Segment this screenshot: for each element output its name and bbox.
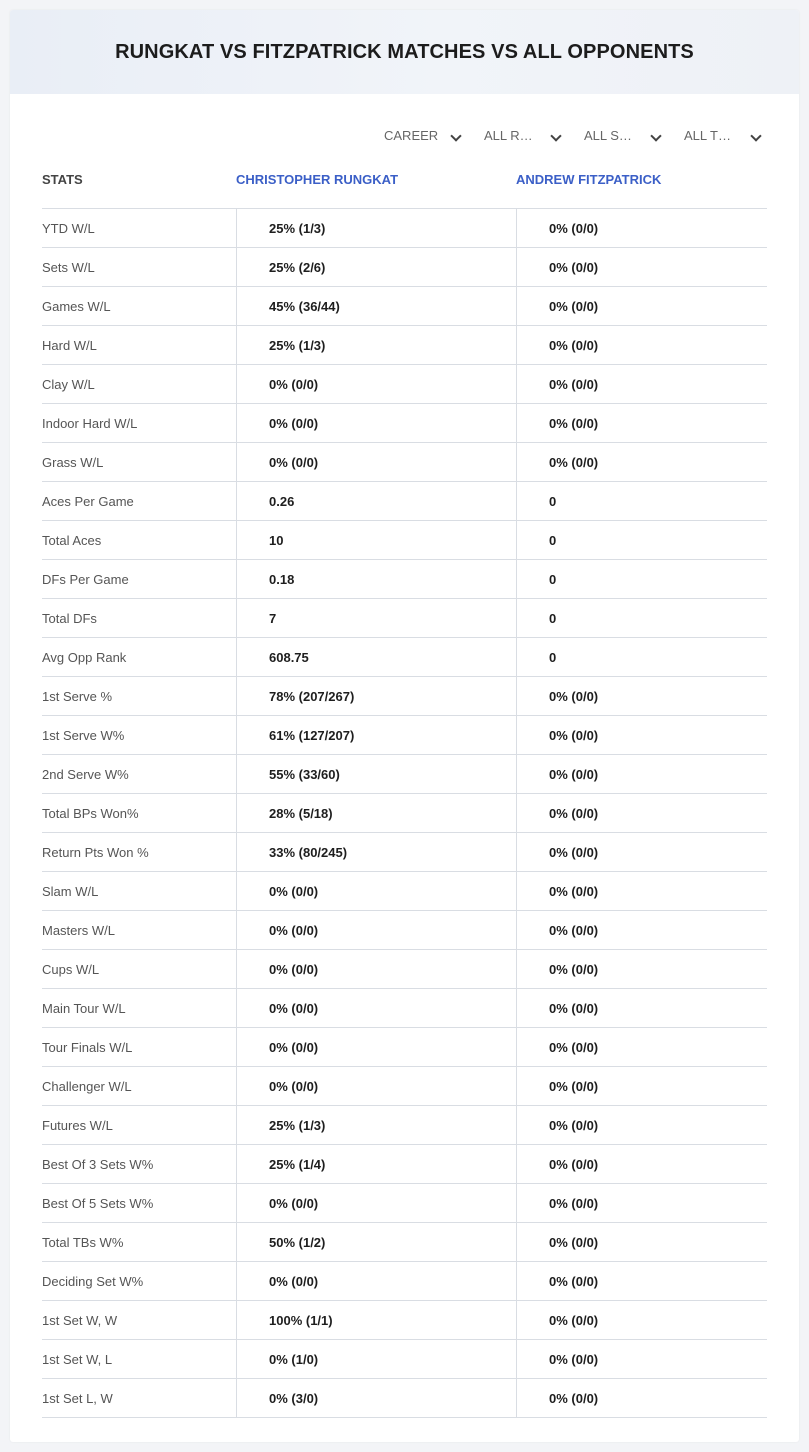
- player1-value: 78% (207/267): [236, 677, 516, 715]
- table-row: [42, 1340, 767, 1379]
- stat-label: Tour Finals W/L: [42, 1040, 133, 1055]
- player2-value: 0% (0/0): [516, 365, 767, 403]
- player1-value: 28% (5/18): [236, 794, 516, 832]
- stat-label: Hard W/L: [42, 338, 97, 353]
- stat-label: 1st Set W, L: [42, 1352, 113, 1367]
- player1-value: 0% (0/0): [236, 404, 516, 442]
- stat-label: Total DFs: [42, 611, 97, 626]
- table-row: [42, 1223, 767, 1262]
- chevron-down-icon: [750, 130, 761, 141]
- player1-value: 0% (0/0): [236, 989, 516, 1027]
- table-row: [42, 248, 767, 287]
- table-row: [42, 716, 767, 755]
- player2-value: 0: [516, 599, 767, 637]
- stats-table: [42, 165, 767, 1418]
- stat-label: Return Pts Won %: [42, 845, 149, 860]
- player1-value: 0% (3/0): [236, 1379, 516, 1417]
- player1-value: 33% (80/245): [236, 833, 516, 871]
- player2-value: 0% (0/0): [516, 1028, 767, 1066]
- card-header: [10, 10, 799, 94]
- player2-value: 0% (0/0): [516, 950, 767, 988]
- player1-value: 0% (0/0): [236, 1184, 516, 1222]
- stats-card: [10, 10, 799, 1442]
- table-row: [42, 755, 767, 794]
- surface-filter-dropdown[interactable]: [572, 124, 672, 148]
- round-filter-dropdown[interactable]: [472, 124, 572, 148]
- table-row: [42, 1379, 767, 1418]
- player1-value: 0% (0/0): [236, 911, 516, 949]
- stat-label: Best Of 3 Sets W%: [42, 1157, 154, 1172]
- player1-column-header[interactable]: CHRISTOPHER RUNGKAT: [236, 172, 399, 187]
- player2-value: 0% (0/0): [516, 989, 767, 1027]
- player1-value: 0% (1/0): [236, 1340, 516, 1378]
- chevron-down-icon: [650, 130, 661, 141]
- player2-value: 0% (0/0): [516, 1145, 767, 1183]
- player2-value: 0% (0/0): [516, 248, 767, 286]
- stat-label: Avg Opp Rank: [42, 650, 127, 665]
- round-filter-label: ALL R…: [484, 128, 533, 143]
- stat-label: Indoor Hard W/L: [42, 416, 138, 431]
- table-row: [42, 599, 767, 638]
- stat-label: Clay W/L: [42, 377, 95, 392]
- table-row: [42, 482, 767, 521]
- player2-value: 0% (0/0): [516, 1301, 767, 1339]
- player2-value: 0% (0/0): [516, 209, 767, 247]
- table-row: [42, 794, 767, 833]
- tournament-filter-dropdown[interactable]: [672, 124, 772, 148]
- table-row: [42, 365, 767, 404]
- stat-label: Best Of 5 Sets W%: [42, 1196, 154, 1211]
- table-row: [42, 1067, 767, 1106]
- player2-value: 0% (0/0): [516, 326, 767, 364]
- table-row: [42, 287, 767, 326]
- player1-value: 10: [236, 521, 516, 559]
- player1-value: 7: [236, 599, 516, 637]
- player1-value: 608.75: [236, 638, 516, 676]
- tournament-filter-label: ALL T…: [684, 128, 731, 143]
- player1-value: 0% (0/0): [236, 950, 516, 988]
- player2-value: 0% (0/0): [516, 716, 767, 754]
- player2-value: 0% (0/0): [516, 677, 767, 715]
- chevron-down-icon: [450, 130, 461, 141]
- player2-value: 0% (0/0): [516, 443, 767, 481]
- player1-value: 0% (0/0): [236, 1067, 516, 1105]
- table-row: [42, 677, 767, 716]
- stat-label: 1st Set W, W: [42, 1313, 118, 1328]
- table-row: [42, 521, 767, 560]
- page-title: RUNGKAT VS FITZPATRICK MATCHES VS ALL OPPONENTS: [115, 40, 694, 63]
- player2-value: 0: [516, 521, 767, 559]
- player1-value: 0% (0/0): [236, 1262, 516, 1300]
- player2-value: 0: [516, 638, 767, 676]
- table-row: [42, 833, 767, 872]
- stat-label: Total TBs W%: [42, 1235, 124, 1250]
- player1-value: 25% (2/6): [236, 248, 516, 286]
- stats-column-header: STATS: [42, 172, 83, 187]
- table-row: [42, 326, 767, 365]
- player1-value: 25% (1/3): [236, 1106, 516, 1144]
- table-row: [42, 1184, 767, 1223]
- table-row: [42, 1028, 767, 1067]
- table-row: [42, 989, 767, 1028]
- table-row: [42, 950, 767, 989]
- player2-value: 0% (0/0): [516, 794, 767, 832]
- player1-value: 0% (0/0): [236, 1028, 516, 1066]
- player2-value: 0% (0/0): [516, 1067, 767, 1105]
- stat-label: Deciding Set W%: [42, 1274, 144, 1289]
- player1-value: 0.18: [236, 560, 516, 598]
- surface-filter-label: ALL S…: [584, 128, 632, 143]
- table-row: [42, 209, 767, 248]
- player2-value: 0% (0/0): [516, 1262, 767, 1300]
- table-body: [42, 209, 767, 1418]
- stat-label: YTD W/L: [42, 221, 95, 236]
- stat-label: Main Tour W/L: [42, 1001, 126, 1016]
- stat-label: 1st Set L, W: [42, 1391, 113, 1406]
- player2-value: 0% (0/0): [516, 755, 767, 793]
- table-row: [42, 872, 767, 911]
- player1-value: 25% (1/3): [236, 209, 516, 247]
- player2-value: 0% (0/0): [516, 1106, 767, 1144]
- player1-value: 61% (127/207): [236, 716, 516, 754]
- player2-value: 0% (0/0): [516, 911, 767, 949]
- player1-value: 25% (1/3): [236, 326, 516, 364]
- table-row: [42, 638, 767, 677]
- stat-label: 1st Serve W%: [42, 728, 125, 743]
- table-header: [42, 165, 767, 209]
- player2-value: 0% (0/0): [516, 1223, 767, 1261]
- stat-label: DFs Per Game: [42, 572, 129, 587]
- table-row: [42, 404, 767, 443]
- player2-value: 0: [516, 482, 767, 520]
- table-row: [42, 1106, 767, 1145]
- table-row: [42, 560, 767, 599]
- chevron-down-icon: [550, 130, 561, 141]
- filter-bar: [372, 124, 772, 148]
- player2-value: 0% (0/0): [516, 287, 767, 325]
- player2-value: 0% (0/0): [516, 872, 767, 910]
- player2-value: 0% (0/0): [516, 404, 767, 442]
- player2-value: 0% (0/0): [516, 1340, 767, 1378]
- stat-label: Masters W/L: [42, 923, 115, 938]
- stat-label: Futures W/L: [42, 1118, 113, 1133]
- player1-value: 0% (0/0): [236, 365, 516, 403]
- stat-label: Challenger W/L: [42, 1079, 132, 1094]
- player2-column-header[interactable]: ANDREW FITZPATRICK: [516, 172, 662, 187]
- stat-label: 2nd Serve W%: [42, 767, 129, 782]
- stat-label: 1st Serve %: [42, 689, 113, 704]
- stat-label: Games W/L: [42, 299, 111, 314]
- table-row: [42, 1145, 767, 1184]
- player1-value: 45% (36/44): [236, 287, 516, 325]
- table-row: [42, 911, 767, 950]
- table-row: [42, 1262, 767, 1301]
- stat-label: Total BPs Won%: [42, 806, 139, 821]
- period-filter-label: CAREER: [384, 128, 439, 143]
- player1-value: 0% (0/0): [236, 872, 516, 910]
- player2-value: 0% (0/0): [516, 1379, 767, 1417]
- period-filter-dropdown[interactable]: [372, 124, 472, 148]
- stat-label: Total Aces: [42, 533, 102, 548]
- player1-value: 50% (1/2): [236, 1223, 516, 1261]
- player1-value: 55% (33/60): [236, 755, 516, 793]
- table-row: [42, 1301, 767, 1340]
- stat-label: Sets W/L: [42, 260, 95, 275]
- player1-value: 25% (1/4): [236, 1145, 516, 1183]
- player2-value: 0% (0/0): [516, 1184, 767, 1222]
- stat-label: Cups W/L: [42, 962, 100, 977]
- player2-value: 0% (0/0): [516, 833, 767, 871]
- player1-value: 0% (0/0): [236, 443, 516, 481]
- stat-label: Slam W/L: [42, 884, 99, 899]
- stat-label: Aces Per Game: [42, 494, 134, 509]
- player1-value: 100% (1/1): [236, 1301, 516, 1339]
- table-row: [42, 443, 767, 482]
- stat-label: Grass W/L: [42, 455, 104, 470]
- player1-value: 0.26: [236, 482, 516, 520]
- player2-value: 0: [516, 560, 767, 598]
